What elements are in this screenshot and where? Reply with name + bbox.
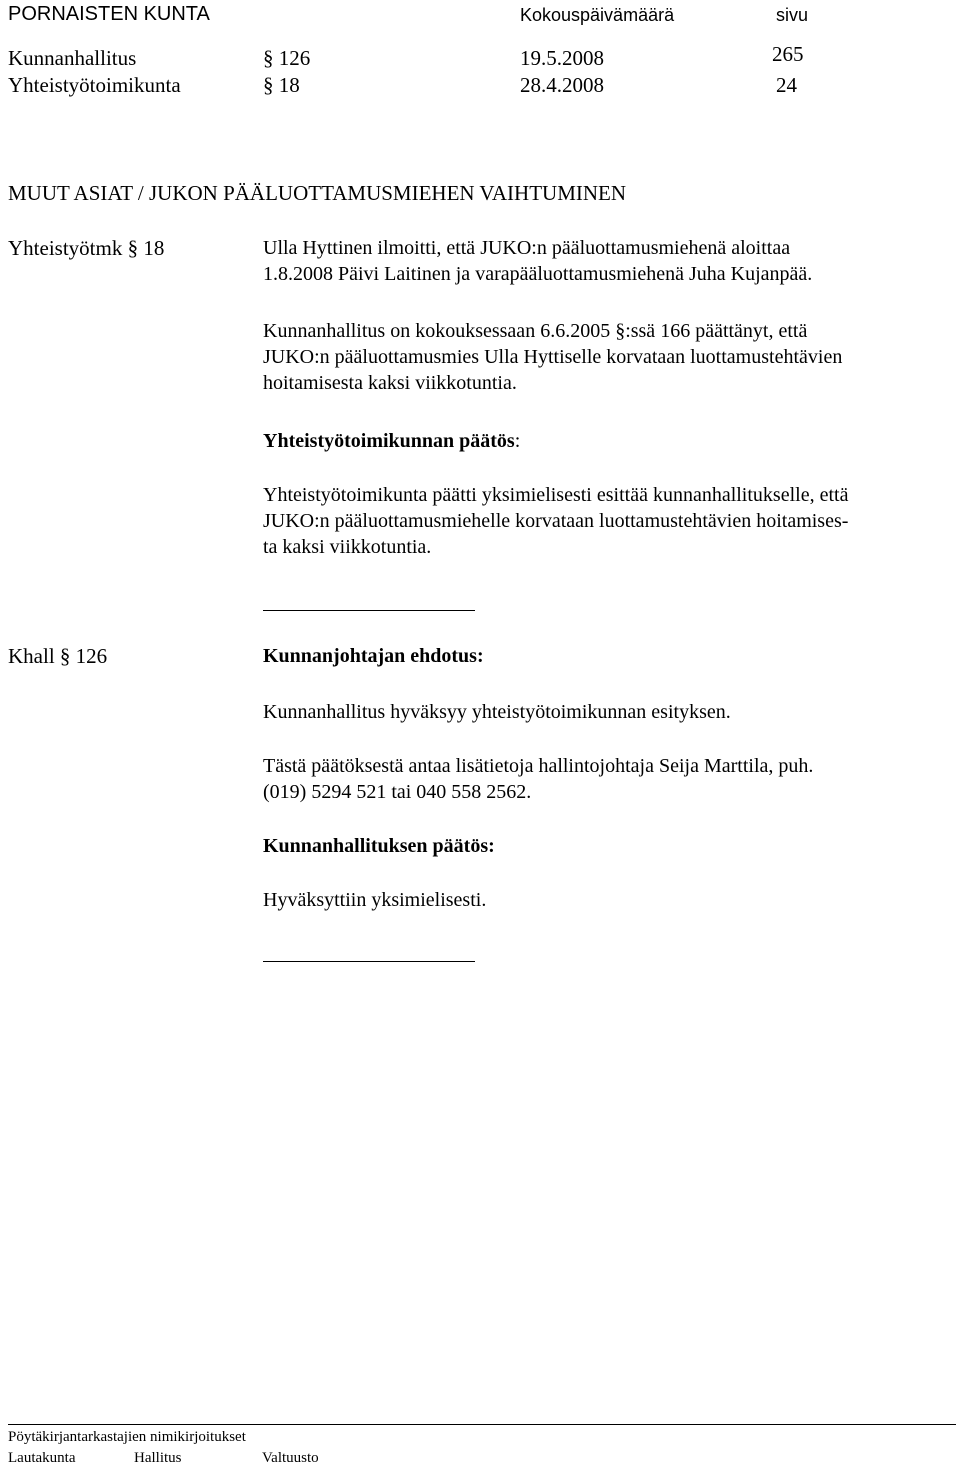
section-number: § 126 bbox=[263, 46, 311, 70]
text-line: JUKO:n pääluottamusmies Ulla Hyttiselle korvataan luottamustehtävien bbox=[263, 346, 843, 368]
info-paragraph bbox=[263, 753, 960, 805]
committee-decision-paragraph bbox=[263, 482, 960, 560]
signatures-label: Pöytäkirjantarkastajien nimikirjoitukset bbox=[8, 1429, 246, 1445]
text-line: hoitamisesta kaksi viikkotuntia. bbox=[263, 372, 517, 394]
footer-label-lautakunta: Lautakunta bbox=[8, 1450, 76, 1466]
text-line: Ulla Hyttinen ilmoitti, että JUKO:n pääluottamusmiehenä aloittaa bbox=[263, 237, 791, 259]
intro-paragraph bbox=[263, 235, 960, 287]
meeting-date: 28.4.2008 bbox=[520, 73, 604, 97]
committee-decision-heading bbox=[263, 428, 960, 454]
text-line: Kunnanhallitus on kokouksessaan 6.6.2005 §:ssä 166 päättänyt, että bbox=[263, 320, 808, 342]
proposal-heading: Kunnanjohtajan ehdotus: bbox=[263, 645, 484, 667]
text-line: Yhteistyötoimikunta päätti yksimielisesti esittää kunnanhallitukselle, että bbox=[263, 484, 849, 506]
heading-colon: : bbox=[514, 430, 521, 452]
proposal-text: Kunnanhallitus hyväksyy yhteistyötoimikunnan esityksen. bbox=[263, 701, 731, 723]
text-line: Tästä päätöksestä antaa lisätietoja hallintojohtaja Seija Marttila, puh. bbox=[263, 755, 814, 777]
decision-heading: Kunnanhallituksen päätös: bbox=[263, 835, 495, 857]
meeting-date: 19.5.2008 bbox=[520, 46, 604, 70]
text-line: JUKO:n pääluottamusmiehelle korvataan luottamustehtävien hoitamises- bbox=[263, 510, 849, 532]
text-line: (019) 5294 521 tai 040 558 2562. bbox=[263, 781, 532, 803]
body-name: Kunnanhallitus bbox=[8, 46, 137, 70]
section-number: § 18 bbox=[263, 73, 300, 97]
footer-label-valtuusto: Valtuusto bbox=[262, 1450, 319, 1466]
heading-text: Yhteistyötoimikunnan päätös bbox=[263, 430, 515, 452]
section-divider bbox=[263, 961, 475, 962]
organization-name: PORNAISTEN KUNTA bbox=[8, 3, 210, 25]
text-line: ta kaksi viikkotuntia. bbox=[263, 536, 432, 558]
section-reference: Yhteistyötmk § 18 bbox=[8, 236, 165, 260]
document-title: MUUT ASIAT / JUKON PÄÄLUOTTAMUSMIEHEN VAIHTUMINEN bbox=[8, 181, 627, 205]
meeting-date-label: Kokouspäivämäärä bbox=[520, 5, 675, 25]
section-reference: Khall § 126 bbox=[8, 644, 108, 668]
footer-label-hallitus: Hallitus bbox=[134, 1450, 182, 1466]
body-name: Yhteistyötoimikunta bbox=[8, 73, 181, 97]
section-divider bbox=[263, 610, 475, 611]
page-number: 265 bbox=[772, 42, 804, 66]
page-label: sivu bbox=[776, 5, 809, 25]
decision-text: Hyväksyttiin yksimielisesti. bbox=[263, 889, 487, 911]
text-line: 1.8.2008 Päivi Laitinen ja varapääluottamusmiehenä Juha Kujanpää. bbox=[263, 263, 813, 285]
page-number: 24 bbox=[776, 73, 797, 97]
history-paragraph bbox=[263, 318, 960, 396]
footer-divider bbox=[8, 1424, 956, 1425]
